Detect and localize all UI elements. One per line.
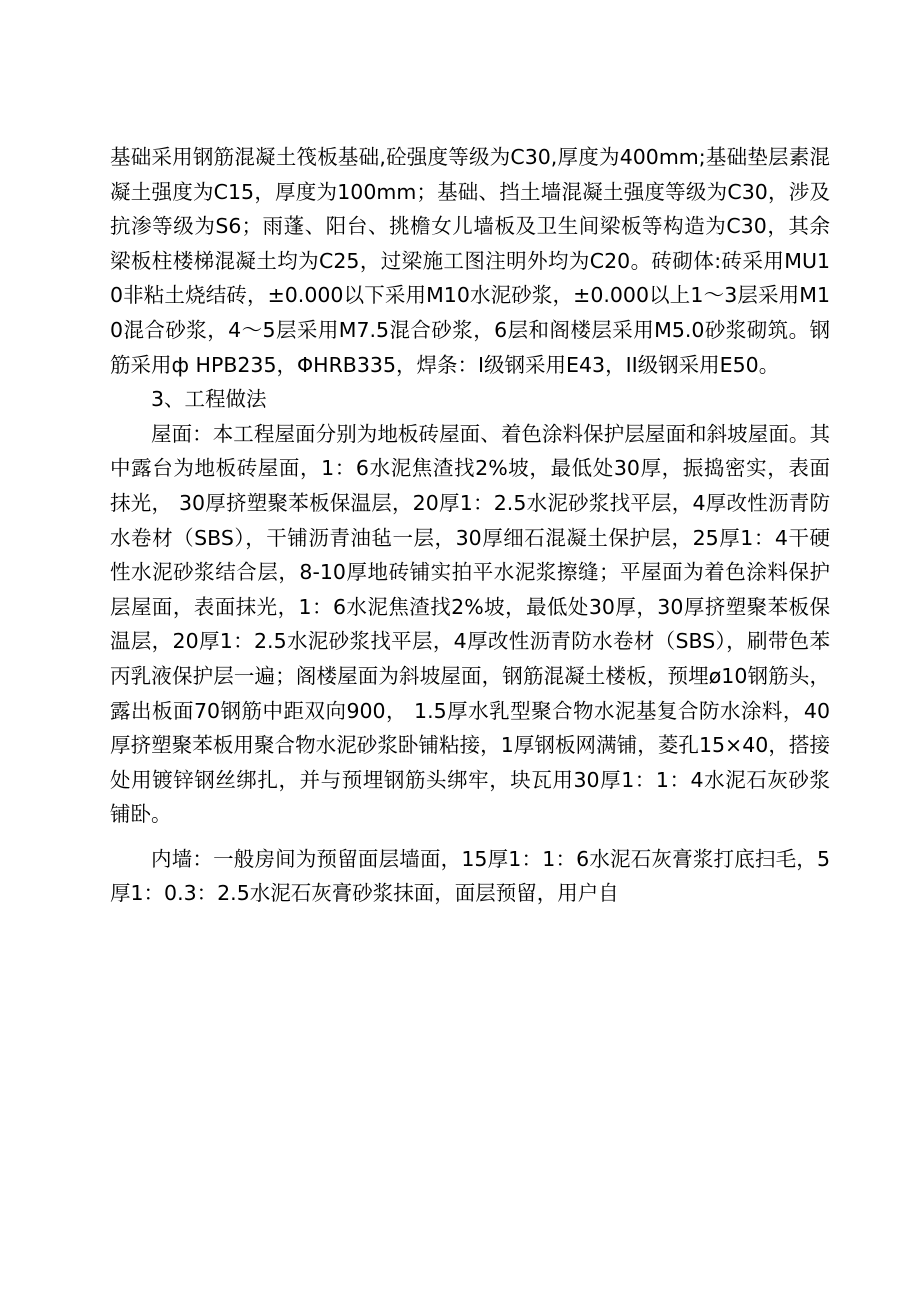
paragraph-foundation-materials: 基础采用钢筋混凝土筏板基础,砼强度等级为C30,厚度为400mm;基础垫层素混凝土强度为C15，厚度为100mm；基础、挡土墙混凝土强度等级为C30，涉及抗渗等级为S6；雨蓬、阳台、挑檐女儿墙板及卫生间梁板等构造为C30，其余梁板柱楼梯混凝土均为C25，过梁施工图注明外均为C20。砖砌体:砖采用MU10非粘土烧结砖，±0.000以下采用M10水泥砂浆，±0.000以上1～3层采用M10混合砂浆，4～5层采用M7.5混合砂浆，6层和阁楼层采用M5.0砂浆砌筑。钢筋采用ф HPB235，ΦHRB335，焊条：I级钢采用E43，II级钢采用E50。 <box>110 145 830 377</box>
document-body <box>110 140 830 911</box>
paragraph-interior-wall: 内墙：一般房间为预留面层墙面，15厚1：1：6水泥石灰膏浆打底扫毛，5厚1：0.3：2.5水泥石灰膏砂浆抹面，面层预留，用户自 <box>110 846 830 906</box>
section-heading-construction-methods: 3、工程做法 <box>151 387 267 412</box>
paragraph-roof: 屋面：本工程屋面分别为地板砖屋面、着色涂料保护层屋面和斜坡屋面。其中露台为地板砖屋面，1：6水泥焦渣找2%坡，最低处30厚，振捣密实，表面抹光， 30厚挤塑聚苯板保温层，20厚1：2.5水泥砂浆找平层，4厚改性沥青防水卷材（SBS），干铺沥青油毡一层，30厚细石混凝土保护层，25厚1：4干硬性水泥砂浆结合层，8-10厚地砖铺实拍平水泥浆擦缝；平屋面为着色涂料保护层屋面，表面抹光，1：6水泥焦渣找2%坡，最低处30厚，30厚挤塑聚苯板保温层，20厚1：2.5水泥砂浆找平层，4厚改性沥青防水卷材（SBS），刷带色苯丙乳液保护层一遍；阁楼屋面为斜坡屋面，钢筋混凝土楼板，预埋ø10钢筋头，露出板面70钢筋中距双向900， 1.5厚水乳型聚合物水泥基复合防水涂料，40厚挤塑聚苯板用聚合物水泥砂浆卧铺粘接，1厚钢板网满铺，菱孔15×40，搭接处用镀锌钢丝绑扎，并与预埋钢筋头绑牢，块瓦用30厚1：1：4水泥石灰砂浆铺卧。 <box>110 421 830 827</box>
